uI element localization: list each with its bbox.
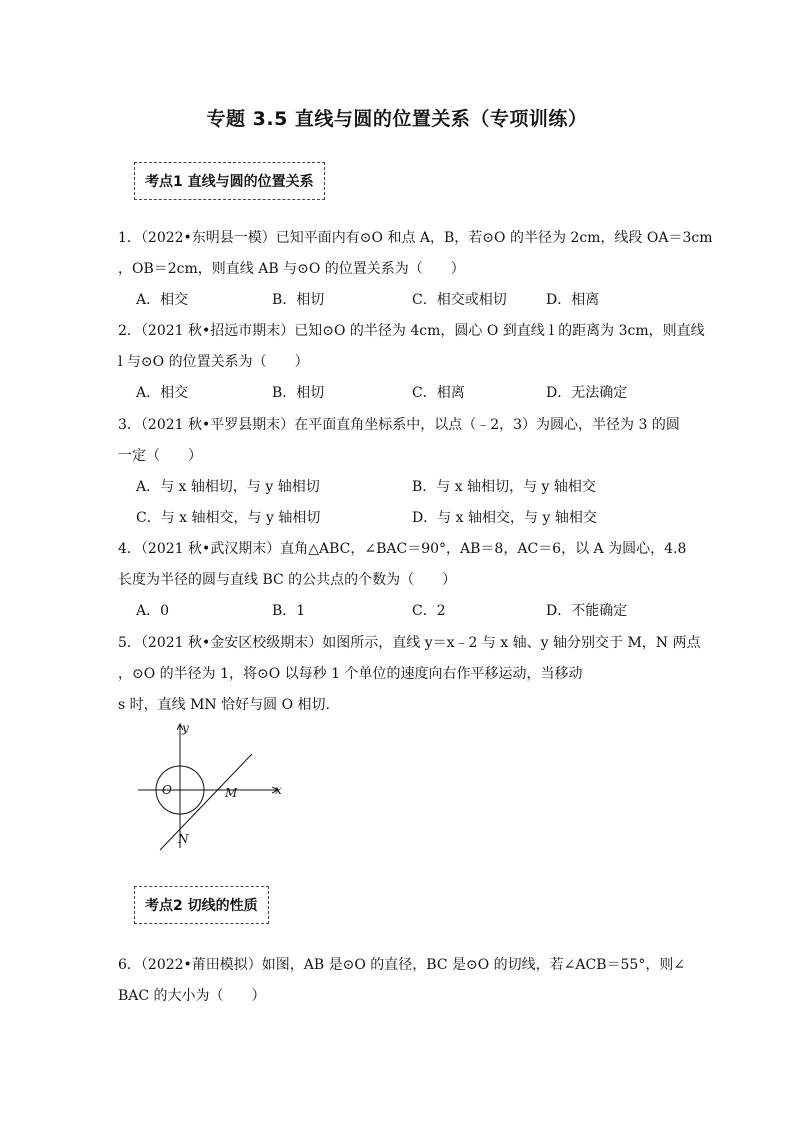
question-2-line-2: l 与⊙O 的位置关系为（ ） <box>118 354 309 370</box>
question-1-line-1: 1．（2022•东明县一模）已知平面内有⊙O 和点 A，B，若⊙O 的半径为 2cm，线段 OA＝3cm <box>118 230 713 246</box>
question-4-option-d: D．不能确定 <box>546 603 628 619</box>
question-2-option-c: C．相离 <box>412 385 465 401</box>
question-5-line-2: ，⊙O 的半径为 1，将⊙O 以每秒 1 个单位的速度向右作平移运动，当移动 <box>118 666 583 682</box>
question-4-option-c: C．2 <box>412 603 446 619</box>
question-4-line-2: 长度为半径的圆与直线 BC 的公共点的个数为（ ） <box>118 572 457 588</box>
question-4-option-b: B．1 <box>272 603 306 619</box>
question-5-line-3: s 时，直线 MN 恰好与圆 O 相切． <box>118 697 340 713</box>
origin-label: O <box>162 783 172 797</box>
question-1-option-a: A．相交 <box>136 292 189 308</box>
question-5-line-1: 5．（2021 秋•金安区校级期末）如图所示，直线 y＝x﹣2 与 x 轴、y 轴分别交于 M，N 两点 <box>118 635 701 651</box>
x-axis-label: x <box>275 783 282 797</box>
point-m-label: M <box>225 786 238 800</box>
question-2-option-b: B．相切 <box>272 385 325 401</box>
section-heading-2: 考点2 切线的性质 <box>134 886 269 924</box>
question-3-option-b: B．与 x 轴相切，与 y 轴相交 <box>412 479 596 495</box>
question-5-figure <box>132 718 292 858</box>
question-2-line-1: 2．（2021 秋•招远市期末）已知⊙O 的半径为 4cm，圆心 O 到直线 l 的距离为 3cm，则直线 <box>118 323 705 339</box>
question-3-option-a: A．与 x 轴相切，与 y 轴相切 <box>136 479 320 495</box>
section-heading-1: 考点1 直线与圆的位置关系 <box>134 162 325 200</box>
question-1-option-c: C．相交或相切 <box>412 292 507 308</box>
question-6-line-2: BAC 的大小为（ ） <box>118 988 266 1004</box>
question-2-option-a: A．相交 <box>136 385 189 401</box>
question-1-option-b: B．相切 <box>272 292 325 308</box>
y-axis-label: y <box>182 721 189 735</box>
question-6-line-1: 6．（2022•莆田模拟）如图，AB 是⊙O 的直径，BC 是⊙O 的切线，若∠ACB＝55°，则∠ <box>118 957 686 973</box>
line-mn <box>160 754 252 850</box>
question-4-line-1: 4．（2021 秋•武汉期末）直角△ABC，∠BAC＝90°，AB＝8，AC＝6，以 A 为圆心，4.8 <box>118 541 687 557</box>
page-title: 专题 3.5 直线与圆的位置关系（专项训练） <box>206 108 588 130</box>
question-3-option-c: C．与 x 轴相交，与 y 轴相切 <box>136 510 321 526</box>
question-3-line-2: 一定（ ） <box>118 448 202 464</box>
question-1-option-d: D．相离 <box>546 292 600 308</box>
question-3-option-d: D．与 x 轴相交，与 y 轴相交 <box>412 510 597 526</box>
question-4-option-a: A．0 <box>136 603 170 619</box>
question-2-option-d: D．无法确定 <box>546 385 628 401</box>
point-n-label: N <box>178 832 189 846</box>
question-1-line-2: ，OB＝2cm，则直线 AB 与⊙O 的位置关系为（ ） <box>118 261 465 277</box>
question-3-line-1: 3．（2021 秋•平罗县期末）在平面直角坐标系中，以点（﹣2，3）为圆心，半径为 3 的圆 <box>118 417 680 433</box>
